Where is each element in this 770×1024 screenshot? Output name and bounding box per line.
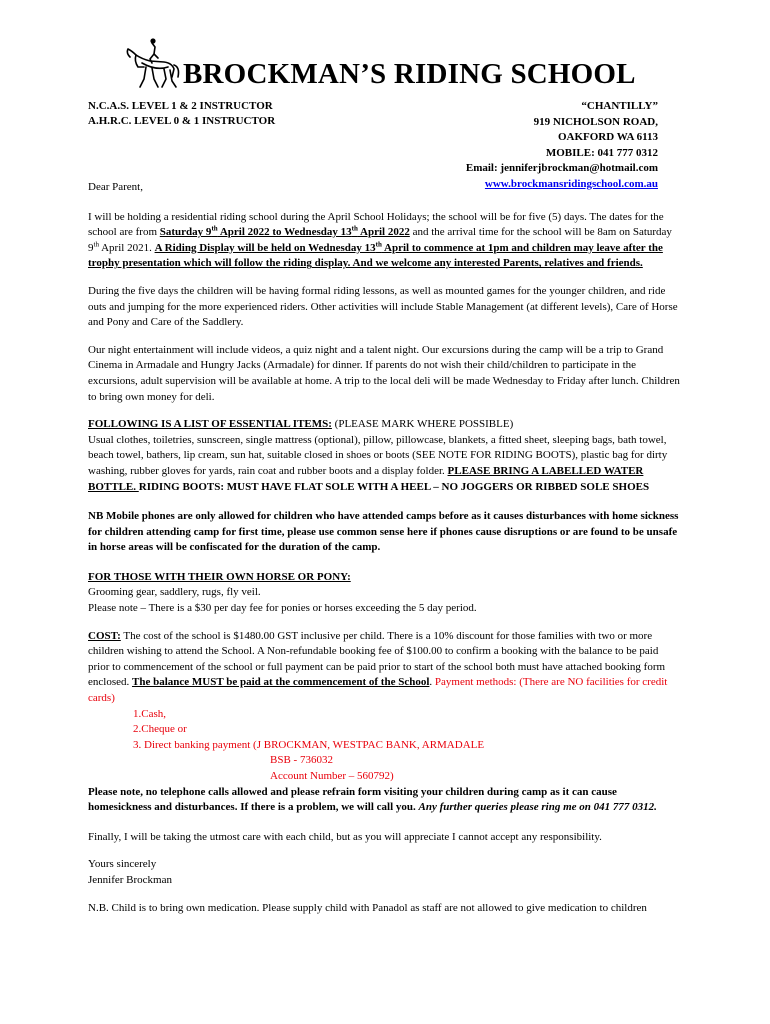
bank-account-number: Account Number – 560792) (270, 770, 394, 782)
qualification-line: A.H.R.C. LEVEL 0 & 1 INSTRUCTOR (88, 115, 276, 127)
instructor-qualifications (88, 99, 275, 129)
mobile-number: MOBILE: 041 777 0312 (545, 146, 658, 159)
closing: Yours sincerely (88, 858, 157, 871)
paragraph-entertainment: Our night entertainment will include videos, a quiz night and a talent night. Our excursions during the camp will be a trip to Grand Cinema in Armadale and Hungry Jacks (Armadale) for dinner. If parents do not wish their child/children to participate in the excursions, adult supervision will be available at home. A trip to the local deli will be made Wednesday to Friday after lunch. Children to bring own money for deli. (88, 343, 680, 403)
visiting-notice: Please note, no telephone calls allowed and please refrain form visiting your children during camp as it can cause homesickness and disturbances. If there is a problem, we will call you. Any further queries please ring me on 041 777 0312. (88, 785, 657, 814)
page-title: BROCKMAN’S RIDING SCHOOL (183, 58, 636, 90)
payment-method-bank: 3. Direct banking payment (J BROCKMAN, WESTPAC BANK, ARMADALE (133, 738, 485, 751)
paragraph-dates: I will be holding a residential riding school during the April School Holidays; the school will be for five (5) days. The dates for the school are from Saturday 9th April 2022 to Wednesday 13th April 2022 and the arrival time for the school will be 8am on Saturday 9th April 2021. A Riding Display will be held on Wednesday 13th April to commence at 1pm and children may leave after the trophy presentation which will follow the riding display. And we welcome any interested Parents, relatives and friends. (88, 210, 672, 270)
mobile-phones-notice: NB Mobile phones are only allowed for children who have attended camps before as it causes disturbances with home sickness for children attending camp for first time, please use common sense here if phones cause disruptions or are found to be unsafe in horse areas will be confiscated for the duration of the camp. (88, 510, 679, 554)
own-horse-section: FOR THOSE WITH THEIR OWN HORSE OR PONY: Grooming gear, saddlery, rugs, fly veil. Please note – There is a $30 per day fee for ponies or horses exceeding the 5 day period. (88, 570, 477, 615)
water-bottle-notice: PLEASE BRING A LABELLED WATER BOTTLE. (88, 464, 644, 493)
qualification-line: N.C.A.S. LEVEL 1 & 2 INSTRUCTOR (88, 100, 273, 112)
payment-methods: Payment methods: (There are NO facilities for credit cards) (88, 676, 668, 705)
cost-heading: COST: (88, 629, 121, 642)
signature: Jennifer Brockman (88, 873, 172, 886)
letter-body (88, 177, 680, 916)
property-name: “CHANTILLY” (581, 100, 658, 112)
payment-method-cheque: 2.Cheque or (133, 723, 187, 736)
horse-and-rider-icon (122, 37, 182, 95)
rider-head-icon (150, 38, 155, 43)
essential-items-heading: FOLLOWING IS A LIST OF ESSENTIAL ITEMS: (88, 418, 332, 431)
own-horse-heading: FOR THOSE WITH THEIR OWN HORSE OR PONY: (88, 570, 351, 583)
greeting: Dear Parent, (88, 181, 143, 193)
medication-note: N.B. Child is to bring own medication. Please supply child with Panadol as staff are not allowed to give medication to children (88, 901, 647, 914)
essential-items: FOLLOWING IS A LIST OF ESSENTIAL ITEMS: (PLEASE MARK WHERE POSSIBLE) Usual clothes, toiletries, sunscreen, single mattress (optional), pillow, pillowcase, blankets, a fitted sheet, sleeping bags, bath towel, beach towel, bathers, lip cream, sun hat, suitable closed in shoes or boots (SEE NOTE FOR RIDING BOOTS), plastic bag for dirty washing, rubber gloves for yards, rain coat and rubber boots and a display folder. PLEASE BRING A LABELLED WATER BOTTLE. RIDING BOOTS: MUST HAVE FLAT SOLE WITH A HEEL – NO JOGGERS OR RIBBED SOLE SHOES (88, 418, 668, 493)
school-dates: Saturday 9th April 2022 to Wednesday 13th April 2022 (159, 224, 410, 239)
riding-boots-notice: RIDING BOOTS: MUST HAVE FLAT SOLE WITH A HEEL – NO JOGGERS OR RIBBED SOLE SHOES (138, 480, 650, 493)
paragraph-activities: During the five days the children will be having formal riding lessons, as well as mounted games for the younger children, and ride outs and jumping for the more experienced riders. Other activities will include Stable Management (at different levels), Care of Horse and Pony and Care of the Saddlery. (88, 284, 678, 329)
website-link[interactable]: www.brockmansridingschool.com.au (484, 177, 658, 190)
cost-section: COST: The cost of the school is $1480.00 GST inclusive per child. There is a 10% discount for those families with two or more children wishing to attend the School. A Non-refundable booking fee of $100.00 to confirm a booking with the balance to be paid prior to commencement of the school or full payment can be paid prior to start of the school both must have attached booking form enclosed. The balance MUST be paid at the commencement of the School. Payment methods: (There are NO facilities for credit cards) (88, 629, 668, 705)
balance-notice: The balance MUST be paid at the commencement of the School (131, 676, 430, 689)
street-address: 919 NICHOLSON ROAD, (533, 115, 658, 128)
bank-bsb: BSB - 736032 (270, 754, 333, 767)
contact-block (466, 99, 658, 192)
payment-method-cash: 1.Cash, (133, 707, 166, 720)
email-address: Email: jenniferjbrockman@hotmail.com (465, 162, 658, 174)
riding-display-notice: A Riding Display will be held on Wednesday 13th April to commence at 1pm and children may leave after the trophy presentation which will follow the riding display. And we welcome any interested Parents, relatives and friends. (88, 240, 663, 270)
suburb-address: OAKFORD WA 6113 (557, 131, 658, 143)
responsibility-paragraph: Finally, I will be taking the utmost care with each child, but as you will appreciate I cannot accept any responsibility. (88, 830, 602, 843)
